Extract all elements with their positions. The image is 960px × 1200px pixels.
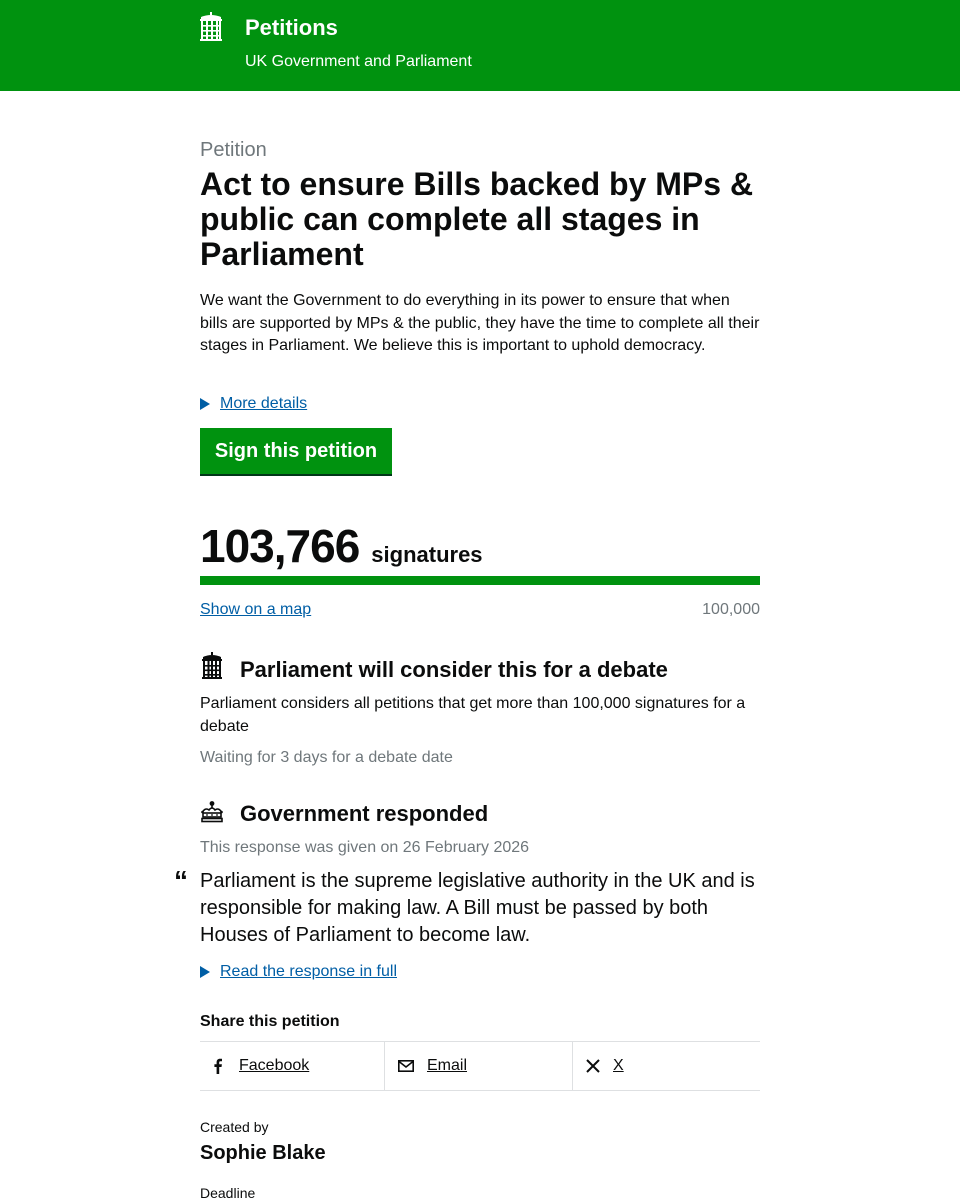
more-details-toggle[interactable] — [200, 394, 307, 414]
sign-petition-button[interactable]: Sign this petition — [200, 428, 392, 474]
creator-name: Sophie Blake — [200, 1142, 326, 1164]
facebook-icon — [210, 1058, 226, 1074]
share-email-label[interactable]: Email — [427, 1057, 468, 1074]
debate-description: Parliament considers all petitions that get more than 100,000 signatures for a debate — [200, 695, 746, 735]
government-response-date: This response was given on 26 February 2026 — [200, 839, 530, 856]
debate-status: Waiting for 3 days for a debate date — [200, 749, 453, 766]
petition-description: We want the Government to do everything in its power to ensure that when bills are supported by MPs & the public, they have the time to complete all their stages in Parliament. We believe this is important to uphold democracy. — [200, 292, 760, 354]
site-title[interactable]: Petitions — [245, 15, 338, 40]
signature-count-row — [200, 520, 483, 572]
signature-threshold: 100,000 — [702, 601, 760, 618]
portcullis-logo-icon[interactable] — [198, 12, 224, 42]
share-links — [200, 1041, 760, 1091]
site-header — [0, 0, 960, 91]
government-response-quote: Parliament is the supreme legislative authority in the UK and is responsible for making law. A Bill must be passed by both Houses of Parliament to become law. — [200, 870, 755, 946]
read-response-link[interactable]: Read the response in full — [220, 963, 397, 980]
petition-eyebrow: Petition — [200, 139, 267, 161]
share-email[interactable] — [384, 1042, 572, 1090]
crown-icon — [200, 801, 224, 823]
government-response-heading: Government responded — [240, 801, 489, 826]
created-by-label: Created by — [200, 1119, 269, 1135]
share-x[interactable] — [572, 1042, 760, 1090]
signature-progress-fill — [200, 576, 760, 585]
petition-title: Act to ensure Bills backed by MPs & public can complete all stages in Parliament — [200, 166, 754, 272]
email-icon — [398, 1060, 414, 1072]
triangle-right-icon — [200, 398, 210, 410]
quote-mark: “ — [174, 865, 188, 896]
site-subtitle: UK Government and Parliament — [245, 53, 472, 70]
signature-label: signatures — [371, 542, 483, 567]
x-icon — [586, 1059, 600, 1073]
deadline-label: Deadline — [200, 1185, 256, 1200]
more-details-link[interactable]: More details — [220, 395, 308, 412]
read-response-toggle[interactable] — [200, 962, 397, 982]
show-on-map-link[interactable]: Show on a map — [200, 601, 312, 618]
share-heading: Share this petition — [200, 1013, 340, 1030]
triangle-right-icon — [200, 966, 210, 978]
signature-count: 103,766 — [200, 520, 360, 572]
share-facebook[interactable] — [200, 1042, 384, 1090]
portcullis-icon — [200, 652, 224, 680]
share-facebook-label[interactable]: Facebook — [239, 1057, 310, 1074]
debate-heading: Parliament will consider this for a debate — [240, 657, 668, 682]
share-x-label[interactable]: X — [613, 1057, 624, 1074]
signature-progress-bar — [200, 576, 760, 585]
